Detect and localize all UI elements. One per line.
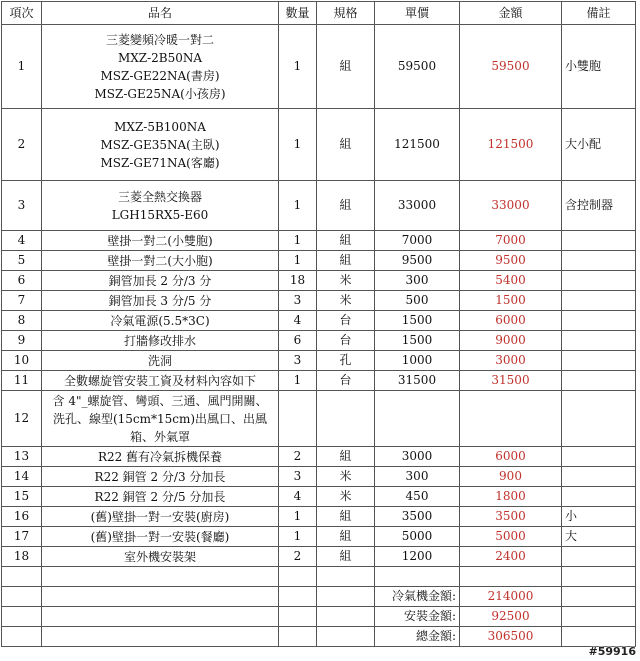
price-cell: 450 — [375, 487, 460, 507]
item-name-cell — [42, 109, 279, 181]
amount-cell: 5000 — [460, 527, 562, 547]
empty-cell — [279, 607, 317, 627]
amount-cell: 121500 — [460, 109, 562, 181]
empty-cell — [2, 567, 42, 587]
amount-cell: 6000 — [460, 447, 562, 467]
item-name-line: 壁掛一對二(大小胞) — [107, 253, 213, 268]
note-cell: 小 — [562, 507, 636, 527]
item-no-cell: 12 — [2, 391, 42, 447]
item-name-line: 三菱全熱交換器 — [117, 189, 202, 204]
item-name-cell — [42, 351, 279, 371]
totals-row — [2, 627, 636, 647]
qty-cell: 2 — [279, 447, 317, 467]
note-cell: 大 — [562, 527, 636, 547]
empty-cell — [460, 567, 562, 587]
unit-cell: 組 — [317, 507, 375, 527]
empty-cell — [562, 627, 636, 647]
note-cell: 含控制器 — [562, 181, 636, 231]
price-cell: 59500 — [375, 25, 460, 109]
amount-cell: 1800 — [460, 487, 562, 507]
note-cell — [562, 311, 636, 331]
table-row — [2, 181, 636, 231]
table-row — [2, 507, 636, 527]
amount-cell: 1500 — [460, 291, 562, 311]
amount-cell: 3000 — [460, 351, 562, 371]
item-name-line: MSZ-GE35NA(主臥) — [100, 137, 220, 152]
note-cell: 大小配 — [562, 109, 636, 181]
unit-cell: 組 — [317, 109, 375, 181]
amount-cell: 9000 — [460, 331, 562, 351]
item-name-line: 全數螺旋管安裝工資及材料內容如下 — [63, 373, 256, 388]
unit-cell: 組 — [317, 25, 375, 109]
price-cell: 121500 — [375, 109, 460, 181]
price-cell: 300 — [375, 271, 460, 291]
price-cell: 9500 — [375, 251, 460, 271]
price-cell: 3000 — [375, 447, 460, 467]
item-name-line: 洗孔、線型(15cm*15cm)出風口、出風 — [52, 411, 268, 426]
item-name-line: MSZ-GE71NA(客廳) — [100, 155, 220, 170]
item-no-cell: 2 — [2, 109, 42, 181]
empty-cell — [279, 567, 317, 587]
note-cell — [562, 231, 636, 251]
item-name-line: R22 舊有冷氣拆機保養 — [97, 449, 223, 464]
quotation-table — [1, 1, 636, 647]
item-no-cell: 8 — [2, 311, 42, 331]
item-name-line: 箱、外氣罩 — [129, 429, 190, 444]
totals-row — [2, 607, 636, 627]
price-cell: 300 — [375, 467, 460, 487]
table-row — [2, 547, 636, 567]
qty-cell: 1 — [279, 231, 317, 251]
unit-cell: 組 — [317, 447, 375, 467]
item-no-cell: 10 — [2, 351, 42, 371]
qty-cell: 3 — [279, 351, 317, 371]
note-cell: 小雙胞 — [562, 25, 636, 109]
watermark: #59916 — [588, 645, 636, 658]
empty-cell — [562, 607, 636, 627]
price-cell: 7000 — [375, 231, 460, 251]
item-name-line: (舊)壁掛一對一安裝(餐廳) — [90, 529, 230, 544]
qty-cell: 1 — [279, 251, 317, 271]
qty-cell: 3 — [279, 467, 317, 487]
table-row — [2, 331, 636, 351]
price-cell: 1500 — [375, 311, 460, 331]
item-name-cell — [42, 181, 279, 231]
note-cell — [562, 271, 636, 291]
table-row — [2, 487, 636, 507]
total-label-cell: 冷氣機金額: — [375, 587, 460, 607]
amount-cell — [460, 391, 562, 447]
item-name-cell — [42, 271, 279, 291]
unit-cell: 米 — [317, 271, 375, 291]
empty-cell — [375, 567, 460, 587]
item-name-line: 銅管加長 2 分/3 分 — [108, 273, 212, 288]
header-unit: 規格 — [317, 2, 375, 25]
qty-cell: 6 — [279, 331, 317, 351]
table-row — [2, 351, 636, 371]
header-no: 項次 — [2, 2, 42, 25]
table-row-empty — [2, 567, 636, 587]
table-row — [2, 109, 636, 181]
item-name-line: 冷氣電源(5.5*3C) — [110, 313, 210, 328]
table-row — [2, 311, 636, 331]
item-name-cell — [42, 371, 279, 391]
item-no-cell: 11 — [2, 371, 42, 391]
unit-cell: 組 — [317, 231, 375, 251]
empty-cell — [42, 607, 279, 627]
unit-cell: 米 — [317, 467, 375, 487]
amount-cell: 3500 — [460, 507, 562, 527]
item-name-cell — [42, 547, 279, 567]
qty-cell — [279, 391, 317, 447]
unit-cell: 台 — [317, 371, 375, 391]
note-cell — [562, 331, 636, 351]
unit-cell: 組 — [317, 547, 375, 567]
note-cell — [562, 467, 636, 487]
item-name-cell — [42, 467, 279, 487]
item-no-cell: 16 — [2, 507, 42, 527]
header-price: 單價 — [375, 2, 460, 25]
total-value-cell: 92500 — [460, 607, 562, 627]
item-no-cell: 6 — [2, 271, 42, 291]
empty-cell — [562, 587, 636, 607]
item-name-line: 室外機安裝架 — [123, 549, 196, 564]
item-name-line: 打牆修改排水 — [123, 333, 196, 348]
item-name-cell — [42, 507, 279, 527]
empty-cell — [2, 587, 42, 607]
item-name-cell — [42, 391, 279, 447]
item-name-line: MXZ-5B100NA — [114, 119, 206, 134]
unit-cell: 米 — [317, 291, 375, 311]
amount-cell: 31500 — [460, 371, 562, 391]
qty-cell: 4 — [279, 311, 317, 331]
item-no-cell: 5 — [2, 251, 42, 271]
amount-cell: 900 — [460, 467, 562, 487]
item-no-cell: 13 — [2, 447, 42, 467]
empty-cell — [317, 587, 375, 607]
item-name-line: 壁掛一對二(小雙胞) — [107, 233, 213, 248]
qty-cell: 2 — [279, 547, 317, 567]
item-name-cell — [42, 487, 279, 507]
qty-cell: 1 — [279, 109, 317, 181]
item-no-cell: 18 — [2, 547, 42, 567]
table-row — [2, 447, 636, 467]
item-name-line: MSZ-GE25NA(小孩房) — [94, 86, 226, 101]
item-name-line: R22 銅管 2 分/3 分加長 — [94, 469, 226, 484]
item-no-cell: 1 — [2, 25, 42, 109]
total-value-cell: 214000 — [460, 587, 562, 607]
amount-cell: 9500 — [460, 251, 562, 271]
empty-cell — [317, 567, 375, 587]
item-name-cell — [42, 311, 279, 331]
note-cell — [562, 391, 636, 447]
unit-cell — [317, 391, 375, 447]
amount-cell: 5400 — [460, 271, 562, 291]
item-no-cell: 17 — [2, 527, 42, 547]
header-row — [2, 2, 636, 25]
note-cell — [562, 291, 636, 311]
price-cell: 33000 — [375, 181, 460, 231]
item-name-line: 三菱變頻冷暖一對二 — [105, 32, 214, 47]
item-name-line: 洗洞 — [147, 353, 172, 368]
qty-cell: 3 — [279, 291, 317, 311]
empty-cell — [317, 607, 375, 627]
empty-cell — [42, 627, 279, 647]
header-name: 品名 — [42, 2, 279, 25]
note-cell — [562, 547, 636, 567]
empty-cell — [2, 607, 42, 627]
note-cell — [562, 447, 636, 467]
price-cell: 1000 — [375, 351, 460, 371]
empty-cell — [42, 567, 279, 587]
unit-cell: 組 — [317, 527, 375, 547]
empty-cell — [42, 587, 279, 607]
header-qty: 數量 — [279, 2, 317, 25]
item-no-cell: 4 — [2, 231, 42, 251]
price-cell: 1200 — [375, 547, 460, 567]
quotation-table-body — [2, 2, 636, 647]
item-no-cell: 7 — [2, 291, 42, 311]
empty-cell — [2, 627, 42, 647]
note-cell — [562, 371, 636, 391]
empty-cell — [279, 627, 317, 647]
price-cell: 3500 — [375, 507, 460, 527]
item-name-cell — [42, 25, 279, 109]
table-row — [2, 251, 636, 271]
item-name-line: (舊)壁掛一對一安裝(廚房) — [90, 509, 230, 524]
table-row — [2, 271, 636, 291]
item-name-cell — [42, 447, 279, 467]
unit-cell: 組 — [317, 181, 375, 231]
qty-cell: 1 — [279, 25, 317, 109]
item-no-cell: 3 — [2, 181, 42, 231]
unit-cell: 米 — [317, 487, 375, 507]
table-row — [2, 391, 636, 447]
item-name-line: 銅管加長 3 分/5 分 — [108, 293, 212, 308]
unit-cell: 台 — [317, 331, 375, 351]
price-cell — [375, 391, 460, 447]
amount-cell: 2400 — [460, 547, 562, 567]
item-name-cell — [42, 251, 279, 271]
price-cell: 500 — [375, 291, 460, 311]
table-row — [2, 231, 636, 251]
item-no-cell: 15 — [2, 487, 42, 507]
unit-cell: 組 — [317, 251, 375, 271]
amount-cell: 6000 — [460, 311, 562, 331]
table-row — [2, 527, 636, 547]
unit-cell: 孔 — [317, 351, 375, 371]
item-name-line: MXZ-2B50NA — [117, 50, 203, 65]
qty-cell: 1 — [279, 527, 317, 547]
total-label-cell: 安裝金額: — [375, 607, 460, 627]
table-row — [2, 25, 636, 109]
item-name-line: 含 4"_螺旋管、彎頭、三通、風門開關、 — [52, 393, 268, 408]
item-name-cell — [42, 291, 279, 311]
item-name-cell — [42, 331, 279, 351]
price-cell: 31500 — [375, 371, 460, 391]
amount-cell: 33000 — [460, 181, 562, 231]
item-name-line: MSZ-GE22NA(書房) — [100, 68, 220, 83]
header-amount: 金額 — [460, 2, 562, 25]
item-no-cell: 9 — [2, 331, 42, 351]
amount-cell: 59500 — [460, 25, 562, 109]
empty-cell — [279, 587, 317, 607]
amount-cell: 7000 — [460, 231, 562, 251]
total-value-cell: 306500 — [460, 627, 562, 647]
item-name-cell — [42, 527, 279, 547]
unit-cell: 台 — [317, 311, 375, 331]
price-cell: 1500 — [375, 331, 460, 351]
qty-cell: 1 — [279, 507, 317, 527]
empty-cell — [317, 627, 375, 647]
qty-cell: 18 — [279, 271, 317, 291]
table-row — [2, 291, 636, 311]
qty-cell: 1 — [279, 181, 317, 231]
item-name-cell — [42, 231, 279, 251]
total-label-cell: 總金額: — [375, 627, 460, 647]
note-cell — [562, 251, 636, 271]
header-note: 備註 — [562, 2, 636, 25]
table-row — [2, 467, 636, 487]
item-name-line: LGH15RX5-E60 — [111, 207, 209, 222]
item-name-line: R22 銅管 2 分/5 分加長 — [94, 489, 226, 504]
totals-row — [2, 587, 636, 607]
empty-cell — [562, 567, 636, 587]
note-cell — [562, 487, 636, 507]
qty-cell: 4 — [279, 487, 317, 507]
item-no-cell: 14 — [2, 467, 42, 487]
price-cell: 5000 — [375, 527, 460, 547]
qty-cell: 1 — [279, 371, 317, 391]
table-row — [2, 371, 636, 391]
note-cell — [562, 351, 636, 371]
